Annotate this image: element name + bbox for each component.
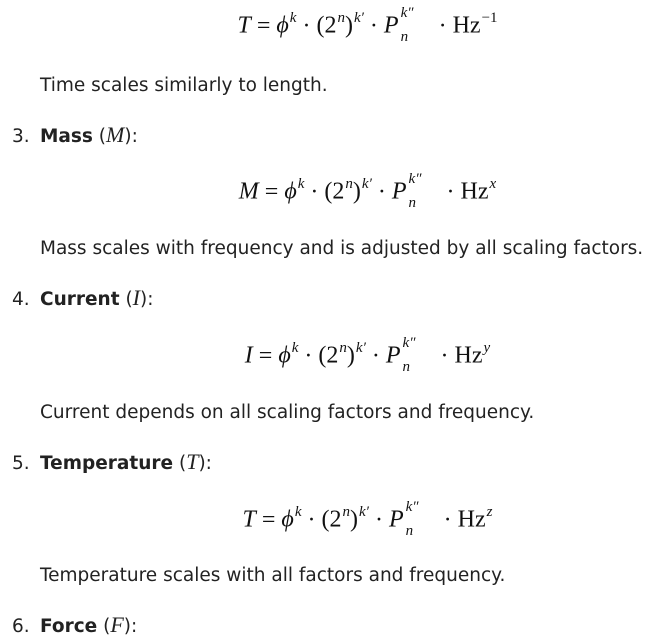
list-item-force: 6. Force (F): bbox=[12, 612, 138, 637]
list-item-temperature: 5. Temperature (T): bbox=[12, 449, 212, 474]
equation-time: $T = \phi^k \cdot (2^n)^{k'} \cdot P$ k″ n · $Hz^{-1}$ bbox=[237, 5, 498, 45]
equation-current: $I = \phi^k \cdot (2^n)^{k'} \cdot P$ k″ n · $Hz^y$ bbox=[244, 335, 491, 375]
paragraph-time: Time scales similarly to length. bbox=[40, 75, 328, 96]
equation-mass: $M = \phi^k \cdot (2^n)^{k'} \cdot P$ k″ n · $Hz^x$ bbox=[238, 171, 497, 211]
eq-lhs: T bbox=[237, 12, 251, 39]
list-item-current: 4. Current (I): bbox=[12, 285, 154, 310]
paragraph-mass: Mass scales with frequency and is adjusted by all scaling factors. bbox=[40, 238, 644, 259]
list-item-mass: 3. Mass (M): bbox=[12, 122, 138, 147]
equation-temperature: $T = \phi^k \cdot (2^n)^{k'} \cdot P$ k″ n · $Hz^z$ bbox=[242, 499, 493, 539]
paragraph-temperature: Temperature scales with all factors and frequency. bbox=[40, 565, 506, 586]
paragraph-current: Current depends on all scaling factors and frequency. bbox=[40, 402, 535, 423]
